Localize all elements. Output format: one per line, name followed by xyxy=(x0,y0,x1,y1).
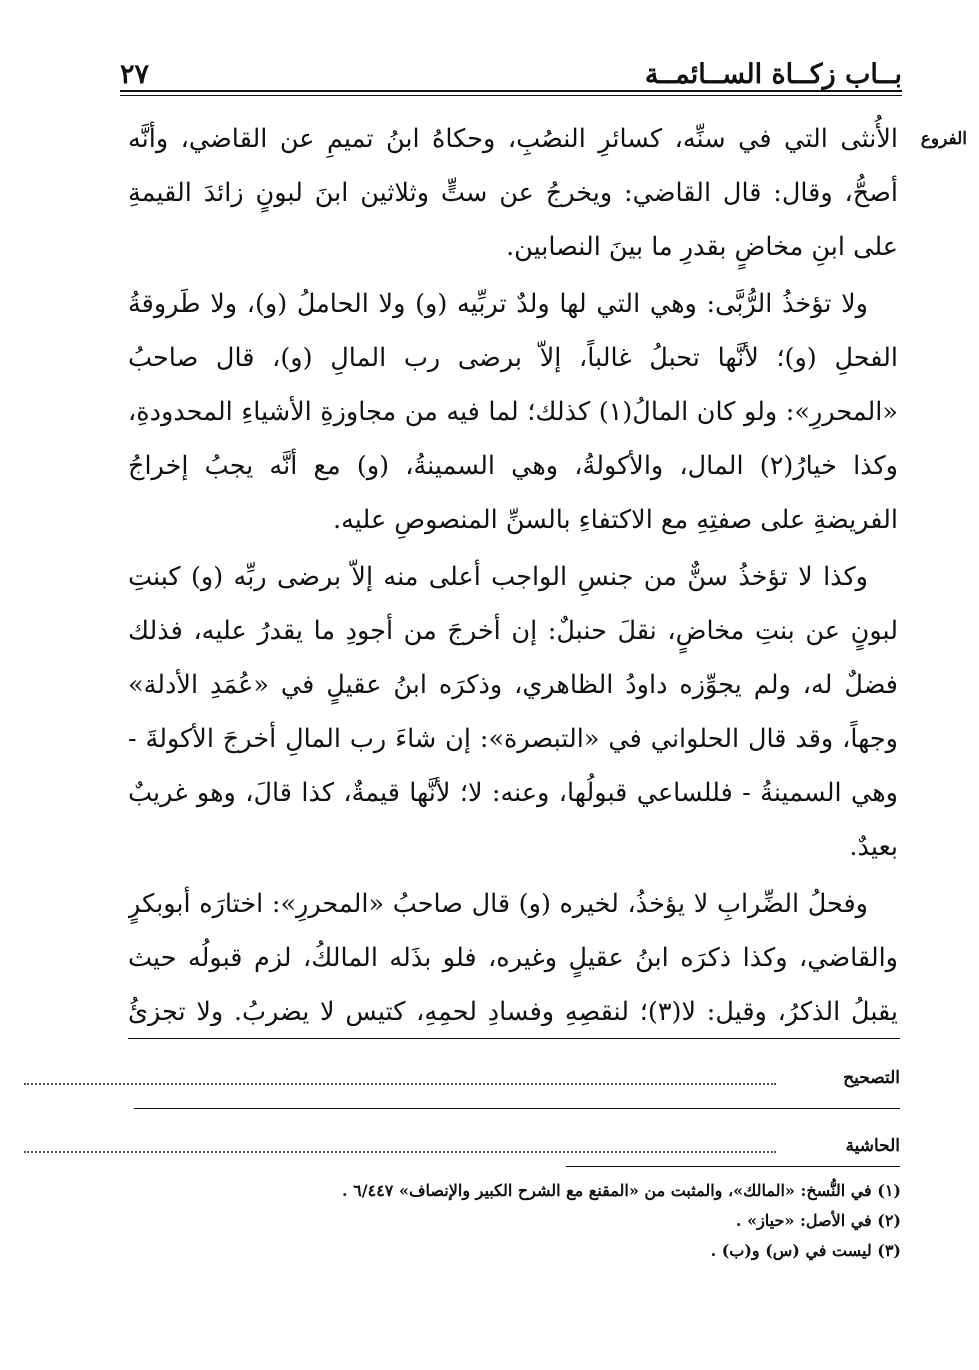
footnote-rule xyxy=(566,1166,900,1167)
page-number: ٢٧ xyxy=(120,59,150,90)
paragraph: ولا تؤخذُ الرُّبَّى: وهي التي لها ولدٌ تربِّيه (و) ولا الحاملُ (و)، ولا طَروقةُ الفحلِ (و)؛ لأنَّها تحبلُ غالباً، إلاّ برضى رب المالِ (و)، قال صاحبُ «المحررِ»: ولو كان المالُ(١) كذلك؛ لما فيه من مجاوزةِ الأشياءِ المحدودةِ، وكذا خيارُ(٢) المال، والأكولةُ، وهي السمينةُ، (و) مع أنَّه يجبُ إخراجُ الفريضةِ على صفتِهِ مع الاكتفاءِ بالسنِّ المنصوصِ عليه. xyxy=(128,289,898,535)
paragraph: وكذا لا تؤخذُ سنٌّ من جنسِ الواجب أعلى منه إلاّ برضى ربِّه (و) كبنتِ لبونٍ عن بنتِ مخاضٍ، نقلَ حنبلٌ: إن أخرجَ من أجودِ ما يقدرُ عليه، فذلك فضلٌ له، ولم يجوِّزه داودُ الظاهري، وذكرَه ابنُ عقيلٍ في «عُمَدِ الأدلة» وجهاً، وقد قال الحلواني في «التبصرة»: إن شاءَ رب المالِ أخرجَ الأكولةَ - وهي السمينةُ - فللساعي قبولُها، وعنه: لا؛ لأنَّها قيمةٌ، كذا قالَ، وهو غريبٌ بعيدٌ. xyxy=(128,562,898,862)
footnotes xyxy=(201,1176,901,1266)
text-end-rule xyxy=(128,1038,900,1039)
footnote-2: (٢) في الأصل: «حياز» . xyxy=(735,1211,901,1230)
footnote-3: (٣) ليست في (س) و(ب) . xyxy=(710,1241,901,1260)
paragraph: الأُنثى التي في سنِّه، كسائرِ النصُبِ، وحكاهُ ابنُ تميمِ عن القاضي، وأنَّه أصحُّ، وقال: قال القاضي: ويخرجُ عن ستٍّ وثلاثين ابنَ لبونٍ زائدَ القيمةِ على ابنِ مخاضٍ بقدرِ ما بينَ النصابين. xyxy=(128,124,898,262)
paragraph: وفحلُ الضِّرابِ لا يؤخذُ، لخيره (و) قال صاحبُ «المحررِ»: اختارَه أبوبكرٍ والقاضي، وكذا ذكرَه ابنُ عقيلٍ وغيره، فلو بذَله المالكُ، لزم قبولُه حيث يقبلُ الذكرُ، وقيل: لا(٣)؛ لنقصِهِ وفسادِ لحمِهِ، كتيسٍ لا يضربُ. ولا تجزئُ xyxy=(128,889,898,1026)
margin-note-label: الحاشية xyxy=(845,1136,900,1156)
footnote-1: (١) في النُّسخ: «المالك»، والمثبت من «المقنع مع الشرح الكبير والإنصاف» ٦/٤٤٧ . xyxy=(342,1181,901,1200)
margin-note-row xyxy=(24,1134,900,1158)
header-rule-thin xyxy=(120,95,902,96)
main-text xyxy=(128,112,898,1026)
chapter-title: بــاب زكــاة الســائمــة xyxy=(644,59,902,90)
correction-dotted-line xyxy=(24,1071,776,1085)
correction-label: التصحيح xyxy=(843,1068,900,1088)
header-rule xyxy=(120,90,902,92)
margin-note-dotted-line xyxy=(24,1139,776,1153)
page-header xyxy=(120,44,902,88)
correction-row xyxy=(24,1066,900,1090)
margin-label-furu: الفروع xyxy=(920,129,967,149)
correction-rule xyxy=(134,1108,900,1109)
